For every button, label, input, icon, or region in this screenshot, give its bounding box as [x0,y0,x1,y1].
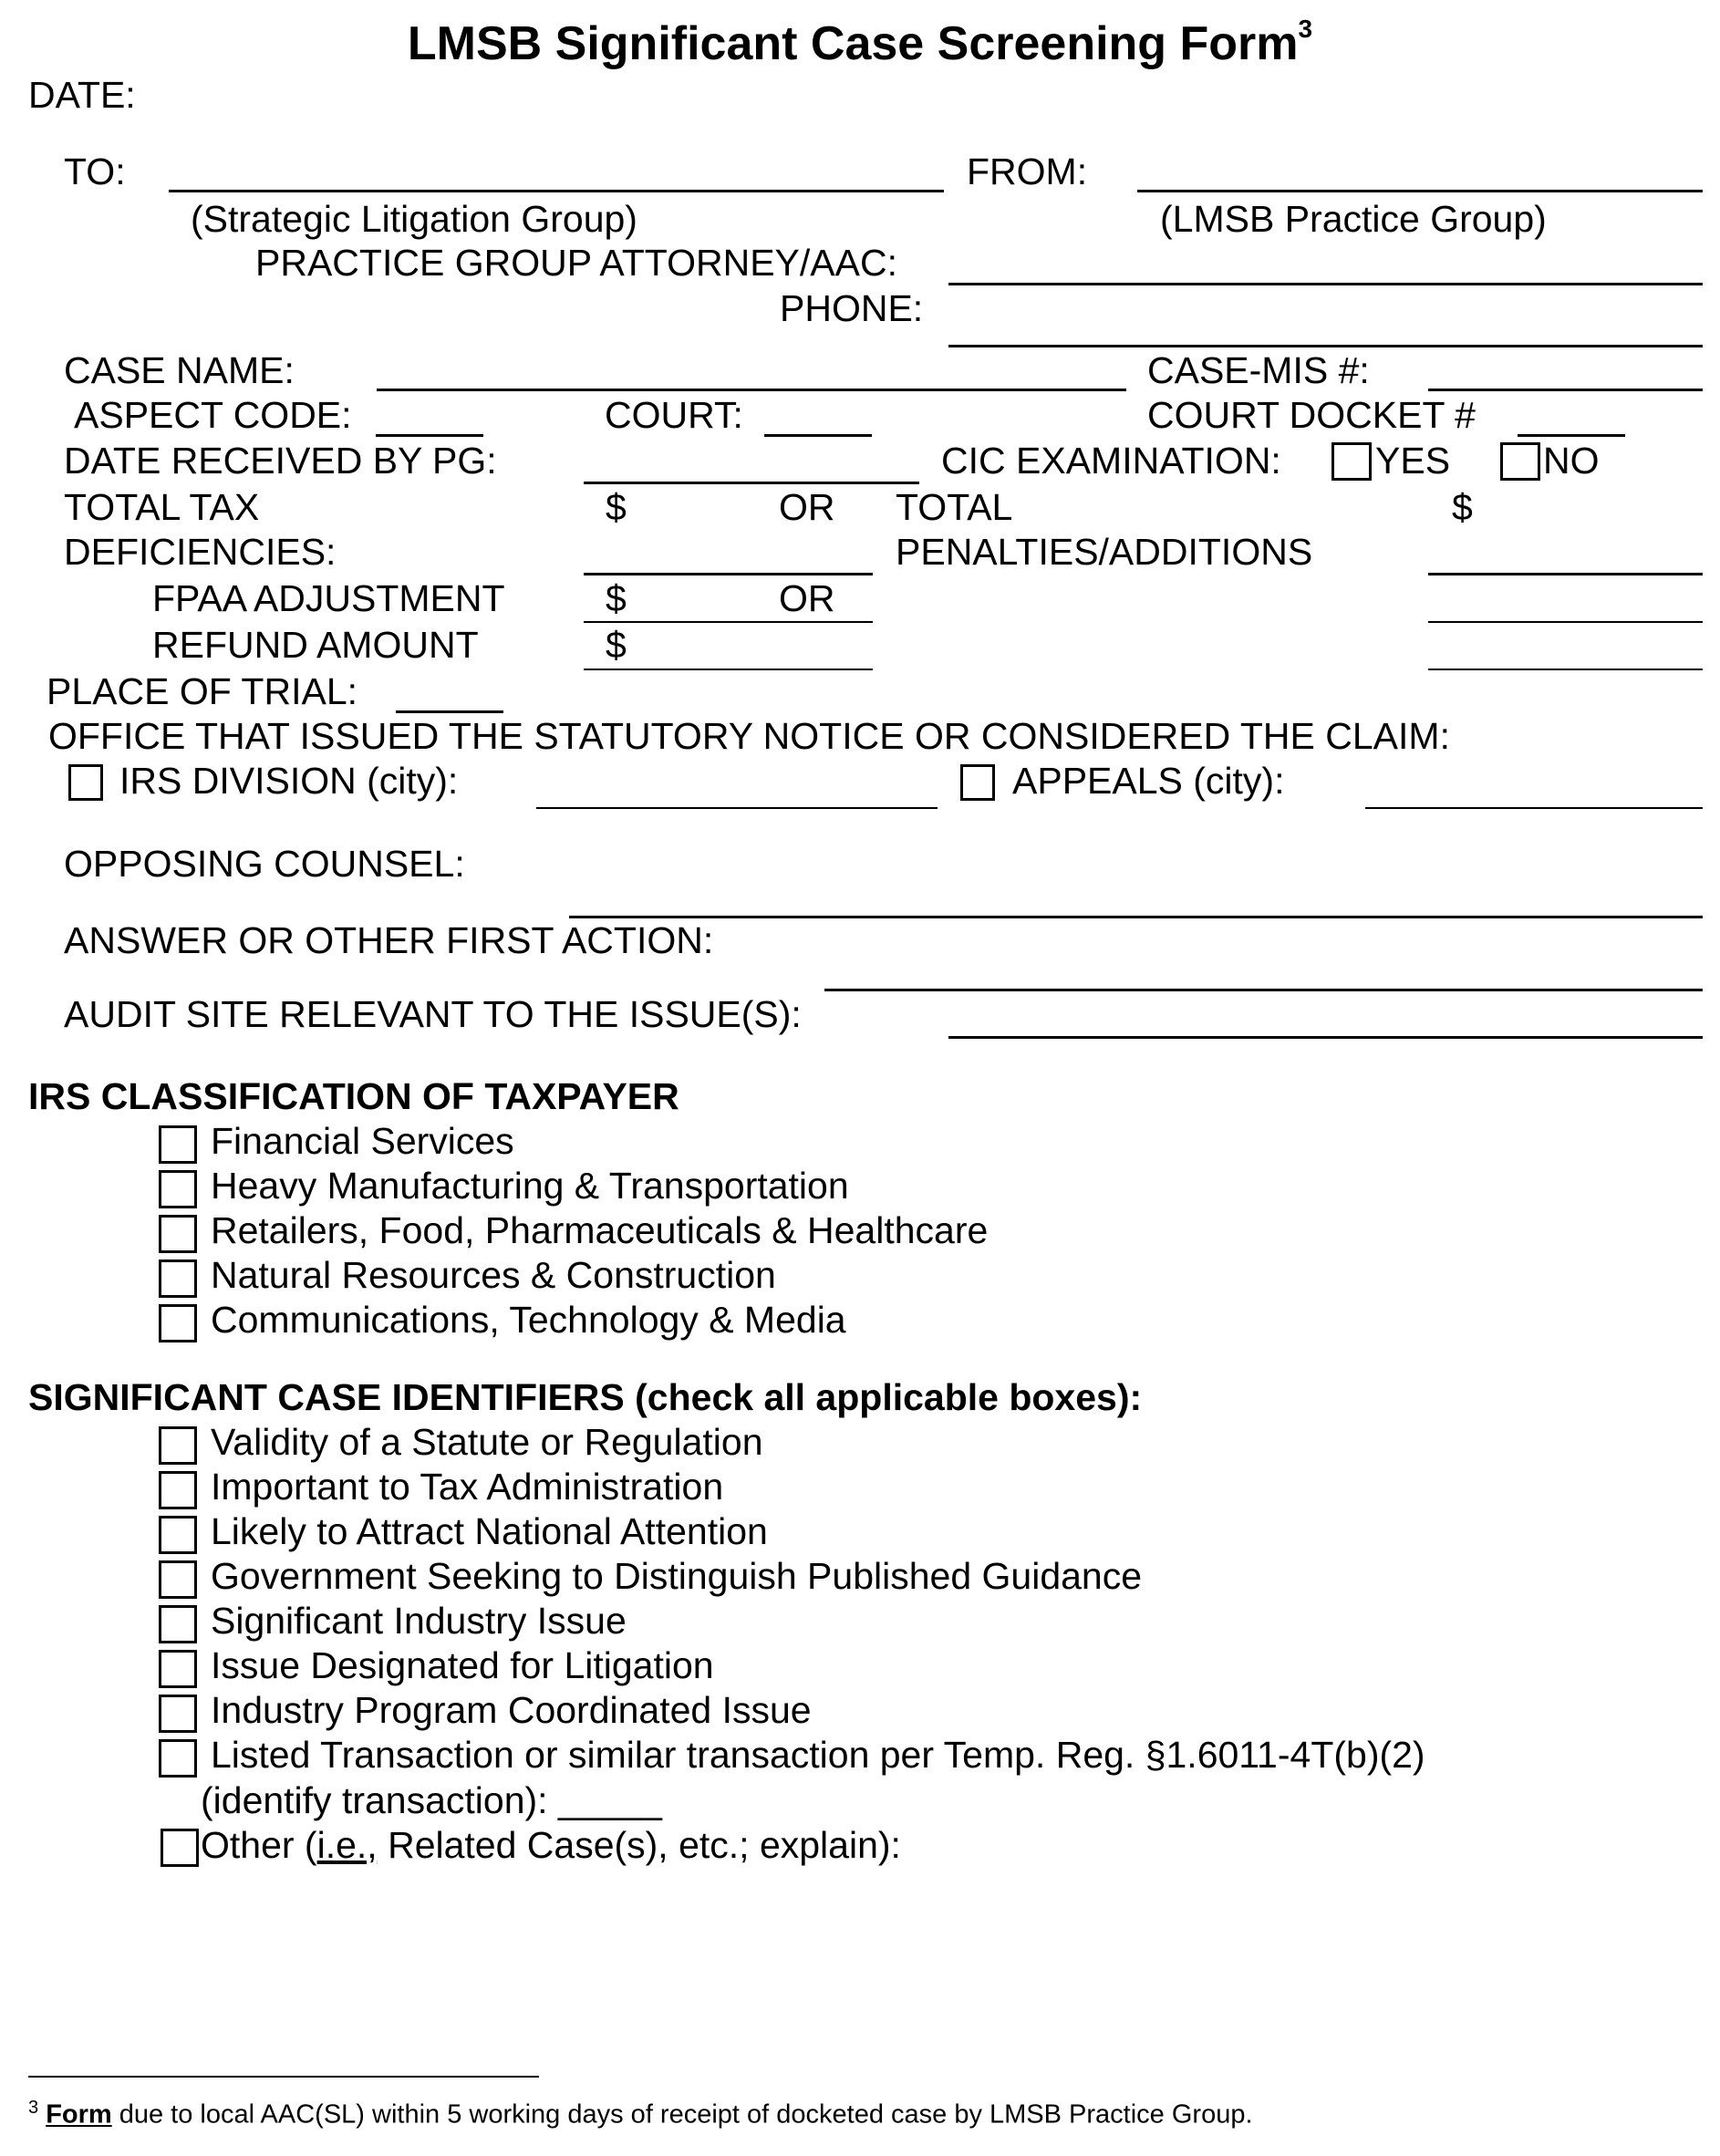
cic-yes-checkbox[interactable] [1331,442,1372,481]
fpaa-adjustment-label: FPAA ADJUSTMENT [152,577,505,619]
identifier-item-label: Issue Designated for Litigation [211,1644,714,1686]
classification-item-checkbox[interactable] [159,1215,197,1253]
irs-division-checkbox[interactable] [68,764,103,801]
opposing-counsel-field[interactable] [569,916,1703,918]
total-tax-or: OR [779,486,835,528]
identifier-item-checkbox[interactable] [159,1426,197,1465]
other-checkbox[interactable] [161,1829,199,1867]
other-label: Other (i.e., Related Case(s), etc.; explain): [201,1824,901,1866]
classification-item-label: Heavy Manufacturing & Transportation [211,1165,849,1207]
total-penalties-field[interactable] [1428,573,1703,575]
audit-site-label: AUDIT SITE RELEVANT TO THE ISSUE(S): [64,993,802,1035]
case-name-label: CASE NAME: [64,349,295,391]
date-received-label: DATE RECEIVED BY PG: [64,440,497,482]
to-label: TO: [64,150,126,192]
case-mis-field[interactable] [1428,389,1703,391]
identifier-item-label: Important to Tax Administration [211,1466,724,1508]
total-tax-label: TOTAL TAX [64,486,260,528]
total-penalties-label: TOTAL [896,486,1013,528]
phone-label: PHONE: [780,287,924,329]
identifier-item-label: Government Seeking to Distinguish Published Guidance [211,1555,1143,1597]
identifier-item-label: Likely to Attract National Attention [211,1510,768,1552]
refund-dollar: $ [606,624,627,666]
deficiencies-label: DEFICIENCIES: [64,531,337,573]
court-docket-field[interactable] [1518,434,1625,437]
classification-heading: IRS CLASSIFICATION OF TAXPAYER [28,1075,679,1117]
from-sublabel: (LMSB Practice Group) [1160,198,1547,240]
refund-penalties-field[interactable] [1428,669,1703,670]
identifiers-heading: SIGNIFICANT CASE IDENTIFIERS (check all applicable boxes): [28,1376,1143,1418]
identifier-item-checkbox[interactable] [159,1695,197,1733]
total-tax-field[interactable] [584,573,873,575]
date-label: DATE: [28,74,136,116]
refund-amount-label: REFUND AMOUNT [152,624,479,666]
irs-division-city-field[interactable] [536,807,938,809]
identifier-item-checkbox[interactable] [159,1471,197,1509]
audit-site-field[interactable] [948,1036,1703,1039]
identifier-item-checkbox[interactable] [159,1739,197,1778]
identifier-item-label: Significant Industry Issue [211,1600,627,1642]
to-sublabel: (Strategic Litigation Group) [191,198,637,240]
place-of-trial-label: PLACE OF TRIAL: [47,670,358,712]
classification-item-label: Communications, Technology & Media [211,1299,846,1341]
fpaa-field[interactable] [584,621,873,623]
irs-division-label: IRS DIVISION (city): [119,760,459,802]
fpaa-penalties-field[interactable] [1428,621,1703,623]
refund-field[interactable] [584,669,873,670]
identifier-item-label: Validity of a Statute or Regulation [211,1421,763,1463]
classification-item-label: Natural Resources & Construction [211,1254,776,1296]
appeals-label: APPEALS (city): [1012,760,1285,802]
appeals-city-field[interactable] [1365,807,1703,809]
office-issued-label: OFFICE THAT ISSUED THE STATUTORY NOTICE OR CONSIDERED THE CLAIM: [48,715,1450,757]
identifier-item-label: Industry Program Coordinated Issue [211,1689,812,1731]
opposing-counsel-label: OPPOSING COUNSEL: [64,843,465,885]
from-field[interactable] [1137,190,1703,192]
total-penalties-dollar: $ [1452,486,1473,528]
case-name-field[interactable] [377,389,1126,391]
identifier-item-label: Listed Transaction or similar transaction per Temp. Reg. §1.6011-4T(b)(2) [211,1734,1425,1776]
attorney-label: PRACTICE GROUP ATTORNEY/AAC: [255,242,897,284]
phone-field[interactable] [948,345,1703,347]
court-docket-label: COURT DOCKET # [1147,394,1476,436]
attorney-field[interactable] [948,283,1703,285]
identifier-item-checkbox[interactable] [159,1605,197,1643]
identifier-item-checkbox[interactable] [159,1560,197,1599]
penalties-additions-label: PENALTIES/ADDITIONS [896,531,1313,573]
place-of-trial-field[interactable] [396,710,503,713]
identifier-item-checkbox[interactable] [159,1516,197,1554]
footnote: $^3$ Form due to local AAC(SL) within 5 working days of receipt of docketed case by LMSB Practice Group. [28,2098,1253,2130]
answer-first-action-label: ANSWER OR OTHER FIRST ACTION: [64,919,714,961]
total-tax-dollar: $ [606,486,627,528]
cic-examination-label: CIC EXAMINATION: [941,440,1281,482]
aspect-code-label: ASPECT CODE: [74,394,352,436]
form-title: LMSB Significant Case Screening Form$^3$ [407,14,1313,70]
aspect-code-field[interactable] [376,434,483,437]
classification-item-checkbox[interactable] [159,1259,197,1298]
court-label: COURT: [605,394,743,436]
to-field[interactable] [169,190,944,192]
appeals-checkbox[interactable] [960,764,995,801]
classification-item-checkbox[interactable] [159,1125,197,1164]
fpaa-dollar: $ [606,577,627,619]
date-received-field[interactable] [584,482,919,484]
cic-no-checkbox[interactable] [1500,442,1540,481]
from-label: FROM: [967,150,1088,192]
case-mis-label: CASE-MIS #: [1147,349,1370,391]
cic-yes-label: YES [1375,440,1451,482]
classification-item-checkbox[interactable] [159,1170,197,1208]
court-field[interactable] [764,434,872,437]
classification-item-label: Financial Services [211,1120,514,1162]
identifier-item-checkbox[interactable] [159,1650,197,1688]
classification-item-checkbox[interactable] [159,1304,197,1342]
footnote-separator [28,2076,539,2078]
fpaa-or: OR [779,577,835,619]
title-footnote-ref: 3 [1298,14,1313,43]
answer-first-action-field[interactable] [824,989,1703,991]
classification-item-label: Retailers, Food, Pharmaceuticals & Healthcare [211,1209,989,1251]
listed-transaction-identify-label: (identify transaction): _____ [201,1779,662,1821]
cic-no-label: NO [1543,440,1600,482]
